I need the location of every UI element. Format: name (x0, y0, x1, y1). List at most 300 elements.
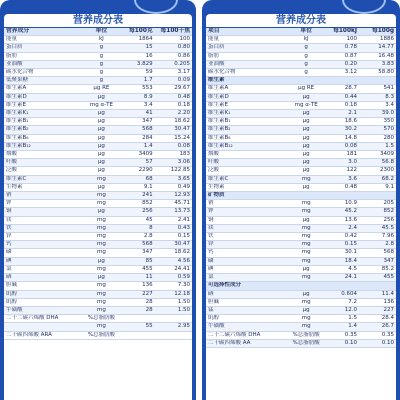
nutrient-value-1 (322, 282, 359, 290)
table-row (206, 159, 396, 167)
nutrient-value-2: 350 (359, 118, 396, 126)
table-row (206, 241, 396, 249)
nutrient-value-2: 18.62 (155, 118, 192, 126)
nutrient-value-2 (155, 331, 192, 339)
header-value-2: 每100g (359, 28, 396, 36)
nutrient-value-2: 2300 (359, 167, 396, 175)
right-table-header (206, 28, 396, 36)
nutrient-unit: mg (85, 192, 117, 200)
nutrient-name: 维生素C (206, 175, 290, 183)
right-nutrition-card (206, 14, 396, 400)
nutrient-value-1: 30.1 (322, 249, 359, 257)
nutrient-name: 铁 (4, 224, 85, 232)
table-row (206, 208, 396, 216)
nutrient-value-2: 0.09 (155, 77, 192, 85)
nutrient-name: 可选择性成分 (206, 282, 290, 290)
nutrient-name: 镁 (4, 216, 85, 224)
table-row (4, 241, 192, 249)
table-row (4, 36, 192, 44)
nutrient-value-1: 68 (117, 175, 154, 183)
nutrient-name: 维生素B₁ (4, 118, 85, 126)
left-table-header (4, 28, 192, 36)
nutrient-name: 能量 (206, 36, 290, 44)
nutrient-value-1: 9.1 (117, 183, 154, 191)
nutrient-value-1: 568 (117, 126, 154, 134)
nutrient-unit: g (290, 44, 322, 52)
nutrient-name: 泛酸 (206, 167, 290, 175)
nutrient-name: 维生素E (206, 101, 290, 109)
nutrient-value-1: 2.8 (117, 233, 154, 241)
nutrient-unit: %总脂肪酸 (85, 331, 117, 339)
right-table-title: 营养成分表 (206, 14, 396, 28)
nutrient-value-2: 1.50 (155, 306, 192, 314)
nutrient-value-1: 181 (322, 151, 359, 159)
nutrient-value-1: 24.1 (322, 274, 359, 282)
nutrient-value-1: 18.4 (322, 257, 359, 265)
nutrient-value-2: 24.41 (155, 265, 192, 273)
nutrient-unit: mg (85, 265, 117, 273)
nutrient-name: 矿物质 (206, 192, 290, 200)
nutrient-name: 硒 (4, 274, 85, 282)
table-row (4, 331, 192, 339)
nutrient-name: 二十碳四烯酸 AA (206, 339, 290, 347)
nutrient-unit: mg (85, 233, 117, 241)
nutrient-value-1: 45.2 (322, 208, 359, 216)
nutrient-value-1: 41 (117, 110, 154, 118)
nutrient-value-2: 2.41 (155, 216, 192, 224)
nutrient-name: 肌醇 (4, 290, 85, 298)
nutrient-value-1: 0.48 (322, 183, 359, 191)
nutrient-unit: mg (290, 208, 322, 216)
nutrient-name: 维生素D (206, 93, 290, 101)
nutrient-value-2: 39.0 (359, 110, 396, 118)
nutrient-unit: μg (85, 159, 117, 167)
nutrient-value-1 (117, 315, 154, 323)
nutrient-value-1: 553 (117, 85, 154, 93)
nutrient-value-2: 280 (359, 134, 396, 142)
nutrient-value-2: 7.96 (359, 233, 396, 241)
nutrient-name: 钠 (4, 192, 85, 200)
nutrient-value-1: 1.4 (117, 142, 154, 150)
nutrient-unit (290, 282, 322, 290)
left-table-title: 营养成分表 (4, 14, 192, 28)
nutrient-value-1: 2.4 (322, 224, 359, 232)
nutrient-unit: %总脂肪酸 (290, 331, 322, 339)
nutrient-unit: μg (85, 93, 117, 101)
nutrient-value-2: 3.06 (155, 159, 192, 167)
nutrient-value-2: 29.67 (155, 85, 192, 93)
table-row (4, 192, 192, 200)
nutrient-value-2: 1.5 (359, 142, 396, 150)
nutrient-value-1: 256 (117, 208, 154, 216)
nutrient-value-2 (155, 315, 192, 323)
nutrient-value-1: 59 (117, 69, 154, 77)
nutrient-unit: mg (85, 290, 117, 298)
nutrient-value-1: 85 (117, 257, 154, 265)
nutrient-value-2: 3.17 (155, 69, 192, 77)
nutrient-name: 牛磺酸 (4, 306, 85, 314)
nutrient-unit: μg (85, 118, 117, 126)
nutrient-value-2: 16.48 (359, 52, 396, 60)
nutrient-value-2: 28.4 (359, 315, 396, 323)
nutrient-unit: mg α-TE (85, 101, 117, 109)
nutrient-unit: g (85, 52, 117, 60)
table-row (4, 233, 192, 241)
nutrient-value-2: 56.8 (359, 159, 396, 167)
nutrient-unit: μg (290, 142, 322, 150)
nutrient-unit: mg (85, 200, 117, 208)
table-row (4, 142, 192, 150)
header-name: 营养成分 (4, 28, 85, 36)
nutrient-name: 维生素B₁ (206, 118, 290, 126)
nutrient-value-1: 2290 (117, 167, 154, 175)
table-row (4, 44, 192, 52)
nutrient-unit: mg (290, 323, 322, 331)
table-row (4, 265, 192, 273)
nutrient-name: 磷 (4, 249, 85, 257)
nutrient-name: 维生素B₁₂ (4, 142, 85, 150)
nutrient-value-1: 28 (117, 306, 154, 314)
table-row (206, 77, 396, 85)
right-nutrition-panel (202, 0, 400, 400)
nutrient-value-2: 0.18 (155, 101, 192, 109)
table-row (4, 208, 192, 216)
nutrient-unit: g (290, 52, 322, 60)
nutrient-unit: mg (290, 175, 322, 183)
nutrient-value-2: 1886 (359, 36, 396, 44)
nutrient-unit: μg (290, 110, 322, 118)
nutrient-value-2 (359, 192, 396, 200)
nutrient-name: 肌醇 (206, 315, 290, 323)
nutrient-unit: μg (290, 306, 322, 314)
nutrient-name: 维生素C (4, 175, 85, 183)
nutrient-value-2: 100 (155, 36, 192, 44)
nutrient-name: 钾 (206, 208, 290, 216)
nutrient-name: 二十二碳六烯酸 DHA (206, 331, 290, 339)
nutrient-value-2: 11.4 (359, 290, 396, 298)
table-row (206, 183, 396, 191)
table-row (4, 151, 192, 159)
nutrient-value-2: 136 (359, 298, 396, 306)
nutrient-name: 钠 (206, 200, 290, 208)
nutrient-name: 蛋白质 (4, 44, 85, 52)
left-nutrition-card (4, 14, 192, 400)
nutrient-value-1: 568 (117, 241, 154, 249)
table-row (206, 339, 396, 347)
table-row (206, 315, 396, 323)
table-row (206, 274, 396, 282)
table-row (206, 192, 396, 200)
nutrient-name: 钙 (4, 241, 85, 249)
nutrient-value-1: 0.35 (322, 331, 359, 339)
table-row (4, 167, 192, 175)
nutrient-unit (290, 192, 322, 200)
nutrient-unit: mg (85, 249, 117, 257)
nutrient-value-2: 2.20 (155, 110, 192, 118)
header-name: 项目 (206, 28, 290, 36)
nutrient-value-2: 3.4 (359, 101, 396, 109)
nutrient-unit: μg (85, 151, 117, 159)
nutrient-name: 碳水化合物 (4, 69, 85, 77)
nutrient-name: 蛋白质 (206, 44, 290, 52)
nutrient-value-2: 183 (155, 151, 192, 159)
nutrient-value-1: 347 (117, 249, 154, 257)
table-row (4, 93, 192, 101)
nutrient-unit: μg (290, 290, 322, 298)
nutrient-unit: μg (85, 126, 117, 134)
nutrient-name: 锌 (206, 241, 290, 249)
nutrient-unit: g (85, 77, 117, 85)
table-row (4, 60, 192, 68)
nutrient-value-1 (117, 331, 154, 339)
nutrient-unit: mg (290, 274, 322, 282)
table-row (206, 36, 396, 44)
nutrient-unit: μg (85, 134, 117, 142)
nutrient-unit: mg (290, 200, 322, 208)
nutrient-value-1: 45 (117, 216, 154, 224)
table-row (4, 249, 192, 257)
table-row (4, 282, 192, 290)
nutrient-name: 维生素B₂ (4, 126, 85, 134)
nutrient-unit: %总脂肪酸 (290, 339, 322, 347)
header-unit: 单位 (290, 28, 322, 36)
table-row (4, 110, 192, 118)
nutrient-value-1: 852 (117, 200, 154, 208)
table-row (206, 224, 396, 232)
nutrient-value-1: 3.6 (322, 175, 359, 183)
nutrient-unit: μg (85, 257, 117, 265)
nutrient-name: 铜 (4, 208, 85, 216)
right-brand-badge (342, 0, 386, 14)
nutrient-name: 胆碱 (206, 298, 290, 306)
nutrient-value-1: 0.44 (322, 93, 359, 101)
nutrient-unit: μg (290, 134, 322, 142)
nutrient-value-2: 205 (359, 200, 396, 208)
table-row (4, 183, 192, 191)
nutrient-value-2: 12.93 (155, 192, 192, 200)
table-row (206, 298, 396, 306)
table-row (206, 306, 396, 314)
nutrient-value-2: 0.59 (155, 274, 192, 282)
header-value-1: 每100克 (117, 28, 154, 36)
nutrient-value-2: 3.83 (359, 60, 396, 68)
nutrient-value-1: 55 (117, 323, 154, 331)
nutrient-value-1: 57 (117, 159, 154, 167)
nutrient-value-1: 1.4 (322, 323, 359, 331)
nutrient-unit: μg (85, 110, 117, 118)
nutrient-unit: mg (85, 323, 117, 331)
nutrient-name: 牛磺酸 (206, 323, 290, 331)
nutrient-unit: mg (85, 298, 117, 306)
nutrient-unit: μg (85, 274, 117, 282)
nutrient-unit: g (85, 69, 117, 77)
table-row (4, 85, 192, 93)
left-brand-badge (134, 0, 178, 14)
nutrient-name: 维生素A (206, 85, 290, 93)
nutrient-value-2: 256 (359, 216, 396, 224)
table-row (4, 134, 192, 142)
table-row (206, 110, 396, 118)
nutrient-value-1: 2.1 (322, 110, 359, 118)
nutrient-unit (290, 77, 322, 85)
table-row (206, 265, 396, 273)
nutrient-value-1: 3409 (117, 151, 154, 159)
table-row (4, 126, 192, 134)
nutrient-name: 钾 (4, 200, 85, 208)
nutrient-value-2: 455 (359, 274, 396, 282)
nutrient-value-2: 541 (359, 85, 396, 93)
nutrient-value-2: 0.49 (155, 183, 192, 191)
nutrient-value-2: 347 (359, 257, 396, 265)
table-row (206, 142, 396, 150)
table-row (206, 52, 396, 60)
nutrient-name (4, 323, 85, 331)
nutrient-value-1: 0.10 (322, 339, 359, 347)
nutrient-value-1: 3.829 (117, 60, 154, 68)
nutrient-value-2: 0.80 (155, 44, 192, 52)
nutrient-value-1: 455 (117, 265, 154, 273)
nutrient-unit: kJ (290, 36, 322, 44)
table-row (4, 69, 192, 77)
table-row (206, 134, 396, 142)
nutrient-name: 氯 (206, 274, 290, 282)
nutrient-unit: mg (85, 216, 117, 224)
nutrient-name: 维生素B₆ (206, 134, 290, 142)
header-value-1: 每100kJ (322, 28, 359, 36)
table-row (206, 93, 396, 101)
nutrient-value-2: 8.3 (359, 93, 396, 101)
nutrient-name: 硒 (206, 290, 290, 298)
nutrient-value-1: 13.6 (322, 216, 359, 224)
table-row (206, 44, 396, 52)
nutrient-value-1: 7.2 (322, 298, 359, 306)
table-row (206, 323, 396, 331)
nutrient-value-2: 26.7 (359, 323, 396, 331)
nutrient-name: 脂肪 (4, 52, 85, 60)
nutrient-name: 低聚果糖 (4, 77, 85, 85)
nutrient-unit: mg (85, 175, 117, 183)
nutrient-unit: mg (290, 298, 322, 306)
nutrient-name: 叶酸 (206, 159, 290, 167)
nutrient-value-1: 136 (117, 282, 154, 290)
nutrient-unit: μg RE (85, 85, 117, 93)
nutrient-value-1: 16 (117, 52, 154, 60)
nutrient-value-2: 68.2 (359, 175, 396, 183)
nutrient-unit: mg (290, 233, 322, 241)
nutrient-value-1: 0.42 (322, 233, 359, 241)
nutrient-unit: g (290, 69, 322, 77)
table-row (206, 151, 396, 159)
nutrient-unit: μg (85, 142, 117, 150)
nutrient-value-1: 18.6 (322, 118, 359, 126)
table-row (4, 216, 192, 224)
nutrient-value-1: 28 (117, 298, 154, 306)
nutrient-value-2: 15.24 (155, 134, 192, 142)
nutrient-name: 锌 (4, 233, 85, 241)
table-row (206, 126, 396, 134)
nutrient-value-1: 1.7 (117, 77, 154, 85)
nutrient-value-1: 284 (117, 134, 154, 142)
nutrient-unit: μg (85, 167, 117, 175)
table-row (206, 118, 396, 126)
nutrient-value-1: 0.15 (322, 241, 359, 249)
nutrient-value-2: 0.10 (359, 339, 396, 347)
nutrient-value-2: 14.77 (359, 44, 396, 52)
table-row (4, 118, 192, 126)
table-row (4, 175, 192, 183)
nutrient-name: 维生素A (4, 85, 85, 93)
nutrient-value-1: 241 (117, 192, 154, 200)
nutrient-name: 铁 (206, 233, 290, 241)
nutrient-value-1: 10.9 (322, 200, 359, 208)
nutrient-value-1: 4.5 (322, 265, 359, 273)
table-row (4, 274, 192, 282)
nutrient-name: 生物素 (4, 183, 85, 191)
nutrient-name: 镁 (206, 224, 290, 232)
nutrient-value-2: 0.15 (155, 233, 192, 241)
table-row (206, 331, 396, 339)
nutrient-unit: mg (290, 315, 322, 323)
nutrient-value-1: 3.12 (322, 69, 359, 77)
nutrient-value-2: 9.1 (359, 183, 396, 191)
nutrient-value-2: 85.2 (359, 265, 396, 273)
nutrient-unit: %总脂肪酸 (85, 315, 117, 323)
right-nutrition-table (206, 28, 396, 348)
table-row (4, 200, 192, 208)
nutrient-name: 生物素 (206, 183, 290, 191)
nutrient-value-2: 227 (359, 306, 396, 314)
nutrient-value-2: 7.30 (155, 282, 192, 290)
nutrient-value-1: 11 (117, 274, 154, 282)
nutrient-unit: g (290, 60, 322, 68)
nutrient-value-1 (322, 77, 359, 85)
nutrient-name: 锰 (206, 306, 290, 314)
table-row (206, 233, 396, 241)
nutrient-value-2: 45.71 (155, 200, 192, 208)
nutrient-value-1: 3.0 (322, 159, 359, 167)
table-row (206, 216, 396, 224)
nutrient-unit: μg (290, 167, 322, 175)
table-row (4, 159, 192, 167)
nutrient-value-2: 122.85 (155, 167, 192, 175)
table-row (206, 60, 396, 68)
nutrient-value-2 (359, 282, 396, 290)
table-row (206, 175, 396, 183)
table-row (206, 85, 396, 93)
nutrient-value-2: 570 (359, 126, 396, 134)
nutrient-name: 氯 (4, 265, 85, 273)
nutrient-unit: μg (85, 208, 117, 216)
nutrient-unit: μg (290, 151, 322, 159)
nutrient-value-2: 2.8 (359, 241, 396, 249)
nutrient-name: 肌醇 (4, 298, 85, 306)
table-row (4, 290, 192, 298)
nutrient-name: 亚油酸 (4, 60, 85, 68)
nutrient-unit: g (85, 44, 117, 52)
nutrient-value-2: 45.5 (359, 224, 396, 232)
table-row (206, 101, 396, 109)
nutrient-name: 叶酸 (4, 159, 85, 167)
nutrient-unit: mg α-TE (290, 101, 322, 109)
nutrient-value-1: 227 (117, 290, 154, 298)
nutrient-value-1: 0.20 (322, 60, 359, 68)
nutrient-name: 烟酸 (4, 151, 85, 159)
nutrient-name: 泛酸 (4, 167, 85, 175)
table-row (4, 315, 192, 323)
nutrient-value-1: 0.08 (322, 142, 359, 150)
nutrient-unit: mg (85, 306, 117, 314)
table-row (4, 257, 192, 265)
